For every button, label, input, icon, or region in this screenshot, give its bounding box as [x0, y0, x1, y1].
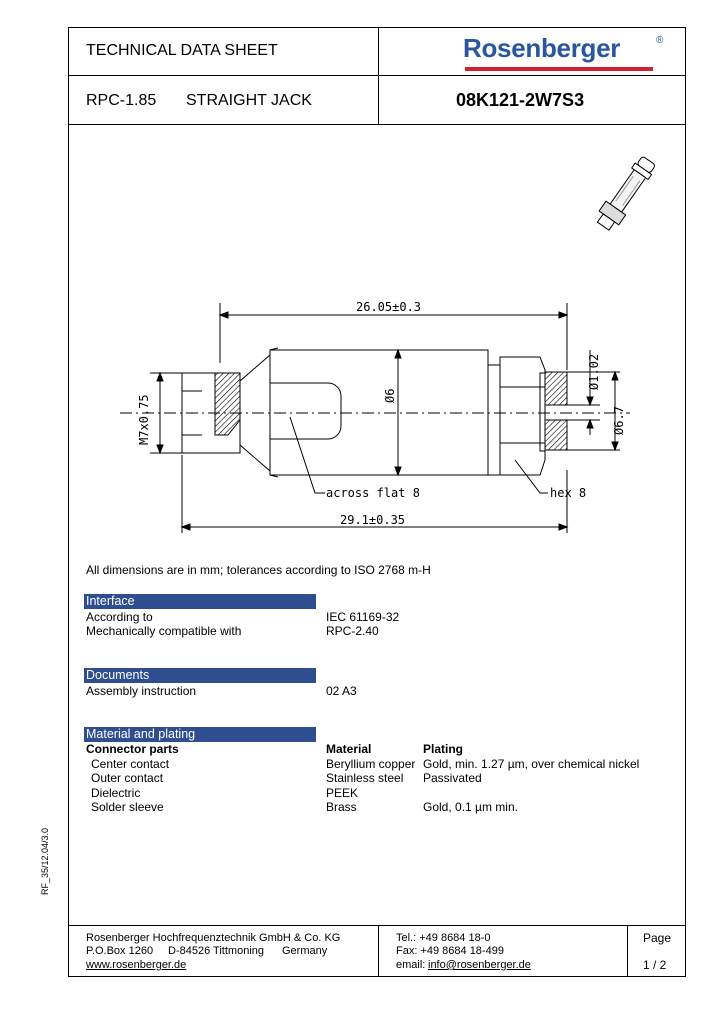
footer-page-label: Page	[643, 931, 672, 945]
logo-registered-mark: ®	[656, 35, 664, 46]
technical-drawing	[120, 295, 640, 540]
interface-row-value: RPC-2.40	[326, 624, 379, 638]
series-label: RPC-1.85	[86, 92, 157, 109]
material-row-plating: Gold, min. 1.27 µm, over chemical nickel	[423, 757, 640, 771]
logo-text: Rosenberger	[463, 33, 621, 63]
section-heading-documents: Documents	[84, 668, 316, 683]
documents-row-label: Assembly instruction	[86, 684, 197, 698]
material-row-material: PEEK	[326, 786, 359, 800]
dim-thread: M7x0.75	[137, 394, 151, 445]
material-row-part: Dielectric	[91, 786, 141, 800]
footer-divider	[68, 925, 686, 926]
header-divider-1	[68, 75, 686, 76]
footer-website-link[interactable]: www.rosenberger.de	[86, 959, 187, 971]
section-heading-interface: Interface	[84, 594, 316, 609]
material-col-material: Material	[326, 742, 372, 756]
dim-outer-diameter: Ø6.7	[612, 406, 626, 435]
material-col-parts: Connector parts	[86, 742, 179, 756]
product-illustration	[585, 145, 665, 245]
footer-city: D-84526 Tittmoning	[168, 945, 264, 957]
material-col-plating: Plating	[423, 742, 464, 756]
logo-red-bar	[465, 67, 653, 71]
material-row-part: Outer contact	[91, 771, 164, 785]
interface-row-value: IEC 61169-32	[326, 610, 400, 624]
material-row-material: Stainless steel	[326, 771, 404, 785]
side-document-code: RF_35/12.04/3.0	[40, 827, 50, 895]
label-across-flat: across flat 8	[326, 486, 420, 500]
material-row-part: Center contact	[91, 757, 170, 771]
footer-country: Germany	[282, 945, 328, 957]
dim-body-diameter: Ø6	[383, 388, 397, 403]
footer-fax: Fax: +49 8684 18-499	[396, 945, 504, 957]
interface-row-label: According to	[86, 610, 153, 624]
doc-title: TECHNICAL DATA SHEET	[86, 42, 278, 59]
footer-pobox: P.O.Box 1260	[86, 945, 154, 957]
label-hex: hex 8	[550, 486, 587, 500]
footer-vertical-divider-1	[378, 925, 379, 977]
header-divider-2	[68, 124, 686, 125]
material-row-material: Brass	[326, 800, 357, 814]
footer-page-value: 1 / 2	[643, 958, 667, 972]
part-number: 08K121-2W7S3	[456, 90, 585, 110]
footer-email-link[interactable]: info@rosenberger.de	[428, 959, 531, 971]
material-row-material: Beryllium copper	[326, 757, 416, 771]
material-row-plating: Passivated	[423, 771, 482, 785]
dim-overall-top: 26.05±0.3	[356, 300, 422, 314]
material-row-part: Solder sleeve	[91, 800, 164, 814]
footer-tel: Tel.: +49 8684 18-0	[396, 932, 491, 944]
tolerance-note: All dimensions are in mm; tolerances according to ISO 2768 m-H	[86, 563, 431, 577]
footer-email-label: email:	[396, 959, 426, 971]
material-row-plating: Gold, 0.1 µm min.	[423, 800, 518, 814]
footer-vertical-divider-2	[627, 925, 628, 977]
type-label: STRAIGHT JACK	[186, 92, 312, 109]
dim-overall-bottom: 29.1±0.35	[340, 513, 406, 527]
rosenberger-logo	[463, 33, 663, 73]
interface-row-label: Mechanically compatible with	[86, 624, 242, 638]
dim-small-diameter: Ø1.02	[587, 353, 601, 390]
documents-row-value: 02 A3	[326, 684, 357, 698]
footer-company: Rosenberger Hochfrequenztechnik GmbH & Co. KG	[86, 932, 341, 944]
header-vertical-divider	[378, 27, 379, 124]
section-heading-material: Material and plating	[84, 727, 316, 742]
